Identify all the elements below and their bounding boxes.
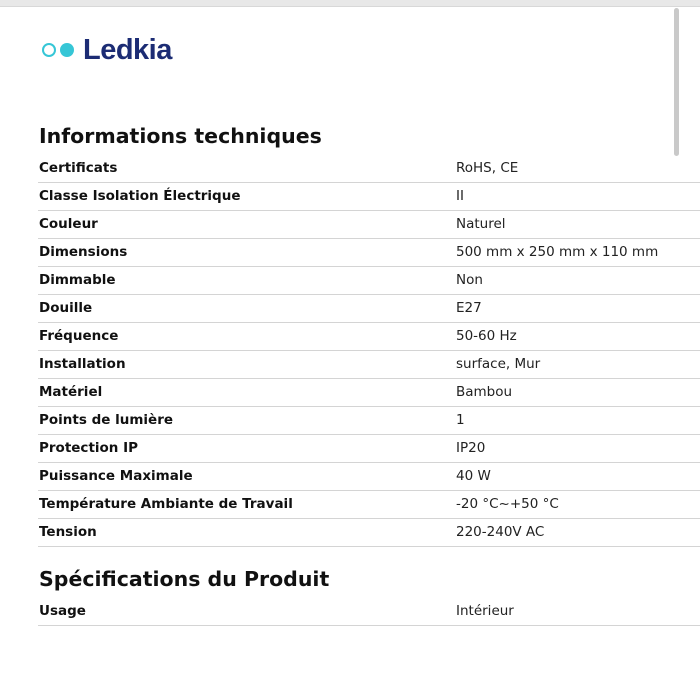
technical-info-title: Informations techniques xyxy=(39,124,322,148)
row-label: Dimmable xyxy=(39,272,116,288)
row-value: 220-240V AC xyxy=(456,524,545,540)
row-value: E27 xyxy=(456,300,482,316)
table-row xyxy=(38,183,700,211)
ledkia-logo[interactable] xyxy=(42,33,172,67)
row-label: Couleur xyxy=(39,216,98,232)
row-value: 500 mm x 250 mm x 110 mm xyxy=(456,244,659,260)
row-label: Température Ambiante de Travail xyxy=(39,496,293,512)
row-value: -20 °C~+50 °C xyxy=(456,496,559,512)
row-label: Fréquence xyxy=(39,328,119,344)
row-label: Matériel xyxy=(39,384,103,400)
table-row xyxy=(38,211,700,239)
row-label: Certificats xyxy=(39,160,118,176)
row-value: 1 xyxy=(456,412,465,428)
row-label: Protection IP xyxy=(39,440,139,456)
table-row xyxy=(38,407,700,435)
row-value: 40 W xyxy=(456,468,491,484)
row-value: Naturel xyxy=(456,216,506,232)
row-label: Usage xyxy=(39,603,86,619)
row-value: 50-60 Hz xyxy=(456,328,517,344)
row-label: Douille xyxy=(39,300,93,316)
row-label: Tension xyxy=(39,524,97,540)
logo-text: Ledkia xyxy=(83,34,172,66)
row-value: RoHS, CE xyxy=(456,160,519,176)
row-label: Points de lumière xyxy=(39,412,174,428)
technical-info-table xyxy=(38,155,700,547)
table-row xyxy=(38,239,700,267)
table-row xyxy=(38,323,700,351)
row-value: II xyxy=(456,188,464,204)
table-row xyxy=(38,351,700,379)
scrollbar[interactable] xyxy=(674,8,679,156)
row-label: Puissance Maximale xyxy=(39,468,193,484)
table-row xyxy=(38,379,700,407)
logo-dot-solid-icon xyxy=(60,43,74,57)
logo-dot-outline-icon xyxy=(42,43,56,57)
row-value: surface, Mur xyxy=(456,356,541,372)
product-specs-title: Spécifications du Produit xyxy=(39,567,330,591)
top-border xyxy=(0,0,700,7)
table-row xyxy=(38,463,700,491)
row-value: Bambou xyxy=(456,384,513,400)
row-label: Classe Isolation Électrique xyxy=(39,188,241,204)
row-value: Intérieur xyxy=(456,603,514,619)
table-row xyxy=(38,435,700,463)
table-row xyxy=(38,491,700,519)
table-row xyxy=(38,295,700,323)
table-row xyxy=(38,267,700,295)
table-row xyxy=(38,598,700,626)
table-row xyxy=(38,155,700,183)
row-label: Installation xyxy=(39,356,126,372)
row-value: Non xyxy=(456,272,483,288)
row-label: Dimensions xyxy=(39,244,128,260)
table-row xyxy=(38,519,700,547)
row-value: IP20 xyxy=(456,440,486,456)
product-specs-table xyxy=(38,598,700,626)
